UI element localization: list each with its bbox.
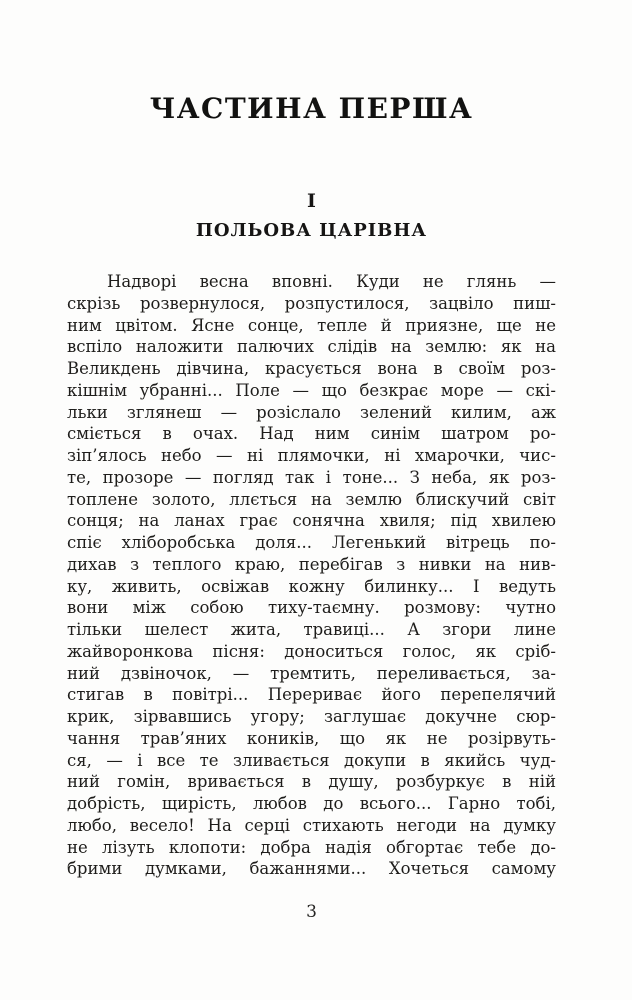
text-line: добрість, щирість, любов до всього... Гарно тобі, — [67, 794, 556, 813]
text-line: крик, зірвавшись угору; заглушає докучне сюр- — [67, 707, 556, 726]
text-line: брими думками, бажаннями... Хочеться самому — [67, 859, 556, 879]
text-line: ним цвітом. Ясне сонце, тепле й приязне, ще не — [67, 315, 556, 335]
text-line: ний гомін, вривається в душу, розбуркує в ній — [67, 772, 556, 792]
page-number: 3 — [306, 902, 317, 922]
text-line: дихав з теплого краю, перебігав з нивки на нив- — [67, 554, 556, 574]
text-line: ку, живить, освіжав кожну билинку... І ведуть — [67, 576, 556, 596]
text-line: жайворонкова пісня: доноситься голос, як сріб- — [67, 641, 556, 661]
text-line: ся, — і все те зливається докупи в якийсь чуд- — [67, 750, 556, 770]
part-title: ЧАСТИНА ПЕРША — [149, 92, 474, 125]
text-line: спіє хліборобська доля... Легенький вітрець по- — [67, 533, 556, 552]
text-line: кішнім убранні... Поле — що безкрає море — скі- — [67, 380, 556, 400]
text-line: топлене золото, ллється на землю блискучий світ — [67, 489, 556, 509]
text-line: тільки шелест жита, травиці... А згори лине — [67, 620, 556, 639]
text-line: любо, весело! На серці стихають негоди на думку — [67, 815, 556, 835]
text-line: сміється в очах. Над ним синім шатром ро- — [67, 424, 556, 444]
text-line: сонця; на ланах грає сонячна хвиля; під хвилею — [67, 511, 556, 531]
text-line: льки зглянеш — розіслало зелений килим, аж — [67, 402, 556, 422]
text-line: скрізь розвернулося, розпустилося, зацвіло пиш- — [67, 293, 556, 313]
text-line: вспіло наложити палючих слідів на землю: як на — [67, 337, 556, 357]
chapter-title: ПОЛЬОВА ЦАРІВНА — [195, 220, 428, 241]
text-line: Надворі весна вповні. Куди не глянь — — [107, 272, 556, 291]
page-body — [67, 271, 556, 880]
text-line: зіп’ялось небо — ні плямочки, ні хмарочки, чис- — [67, 446, 556, 465]
text-line: чання трав’яних коників, що як не розірвуть- — [67, 728, 556, 748]
text-line: ний дзвіночок, — тремтить, переливається, за- — [67, 663, 556, 683]
text-line: вони між собою тиху-таємну. розмову: чутно — [67, 598, 556, 618]
text-line: стигав в повітрі... Перериває його перепелячий — [67, 685, 556, 705]
text-line: Великдень дівчина, красується вона в своїм роз- — [67, 359, 556, 378]
text-line: те, прозоре — погляд так і тоне... З неба, як роз- — [67, 467, 556, 487]
chapter-number: I — [307, 190, 316, 212]
text-line: не лізуть клопоти: добра надія обгортає тебе до- — [67, 837, 556, 857]
